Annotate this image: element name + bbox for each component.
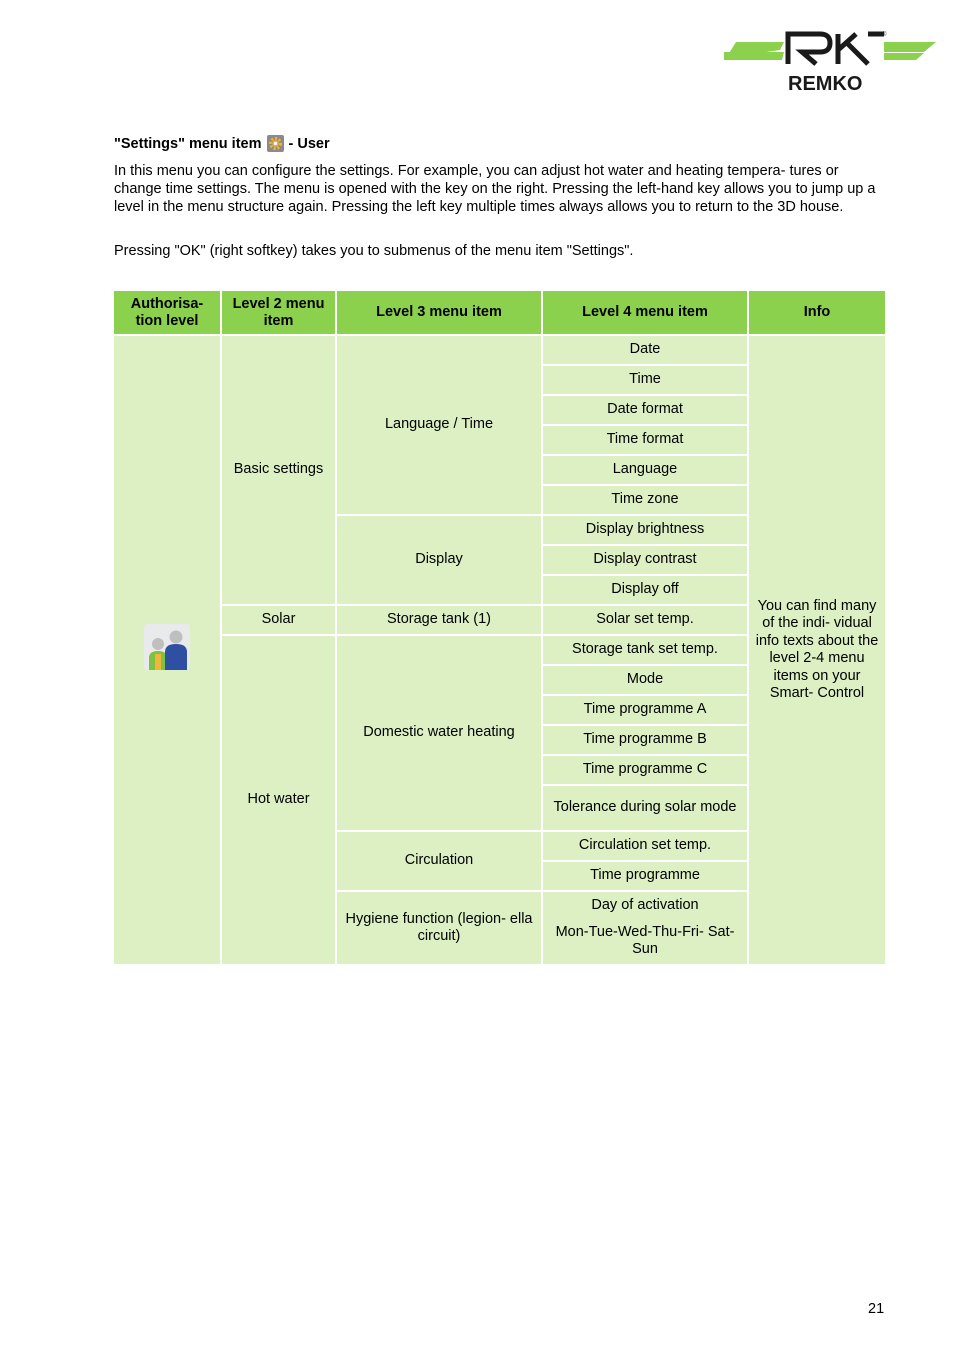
level4-solar-set-temp: Solar set temp.: [543, 606, 747, 634]
level4-storage-tank-set-temp: Storage tank set temp.: [543, 636, 747, 664]
level4-language: Language: [543, 456, 747, 484]
intro-paragraph: In this menu you can configure the settings. For example, you can adjust hot water and heating tempera- tures or change time settings. The menu is opened with the key on the right. Pressing the left-hand key allows you to jump up a level in the menu structure again. Pressing the left key multiple times always allows you to return to the 3D house.: [114, 163, 876, 215]
level4-time-programme: Time programme: [543, 862, 747, 890]
level4-display-contrast: Display contrast: [543, 546, 747, 574]
level4-mode: Mode: [543, 666, 747, 694]
section-heading: [114, 135, 330, 152]
header-level-4: Level 4 menu item: [543, 291, 747, 334]
level4-day-of-activation: Day of activation: [591, 897, 699, 914]
auth-level-cell: [114, 336, 220, 964]
settings-menu-table: [112, 289, 887, 966]
level4-time-programme-c: Time programme C: [543, 756, 747, 784]
ok-info-paragraph: Pressing "OK" (right softkey) takes you to submenus of the menu item "Settings".: [114, 243, 634, 259]
level4-hygiene-cell: [543, 892, 747, 964]
level4-weekdays: Mon-Tue-Wed-Thu-Fri- Sat-Sun: [555, 923, 735, 958]
level3-display: Display: [337, 516, 541, 604]
header-level-3: Level 3 menu item: [337, 291, 541, 334]
level4-time-format: Time format: [543, 426, 747, 454]
table-header-row: [114, 291, 885, 334]
level2-basic-settings: Basic settings: [222, 336, 335, 604]
svg-text:®: ®: [882, 32, 887, 38]
level4-date-format: Date format: [543, 396, 747, 424]
level3-language-time: Language / Time: [337, 336, 541, 514]
page-number: 21: [868, 1301, 885, 1317]
logo-stripe-right-lower: [884, 53, 924, 60]
level4-display-brightness: Display brightness: [543, 516, 747, 544]
level3-circulation: Circulation: [337, 832, 541, 890]
remko-logo: [724, 30, 938, 94]
level4-circulation-set-temp: Circulation set temp.: [543, 832, 747, 860]
logo-stripe-left-lower: [724, 52, 784, 60]
gear-icon: [267, 135, 284, 152]
heading-prefix: "Settings" menu item: [114, 135, 262, 152]
table-row: [114, 336, 885, 364]
level4-time-programme-a: Time programme A: [543, 696, 747, 724]
level4-time-zone: Time zone: [543, 486, 747, 514]
level4-date: Date: [543, 336, 747, 364]
level3-storage-tank: Storage tank (1): [337, 606, 541, 634]
level2-solar: Solar: [222, 606, 335, 634]
level4-time: Time: [543, 366, 747, 394]
level4-time-programme-b: Time programme B: [543, 726, 747, 754]
logo-rk-mark: [788, 34, 884, 64]
level2-hot-water: Hot water: [222, 636, 335, 964]
info-cell: You can find many of the indi- vidual info texts about the level 2-4 menu items on your Smart- Control: [749, 336, 885, 964]
level3-domestic-water-heating: Domestic water heating: [337, 636, 541, 830]
level4-tolerance-solar-mode: Tolerance during solar mode: [543, 786, 747, 830]
user-family-icon: [144, 658, 190, 674]
level3-hygiene-function: Hygiene function (legion- ella circuit): [337, 892, 541, 964]
heading-suffix: - User: [288, 135, 330, 152]
logo-wordmark: REMKO: [788, 73, 863, 94]
logo-stripe-right: [884, 42, 936, 52]
header-info: Info: [749, 291, 885, 334]
level4-display-off: Display off: [543, 576, 747, 604]
header-authorisation-level: Authorisa- tion level: [114, 291, 220, 334]
header-level-2: Level 2 menu item: [222, 291, 335, 334]
